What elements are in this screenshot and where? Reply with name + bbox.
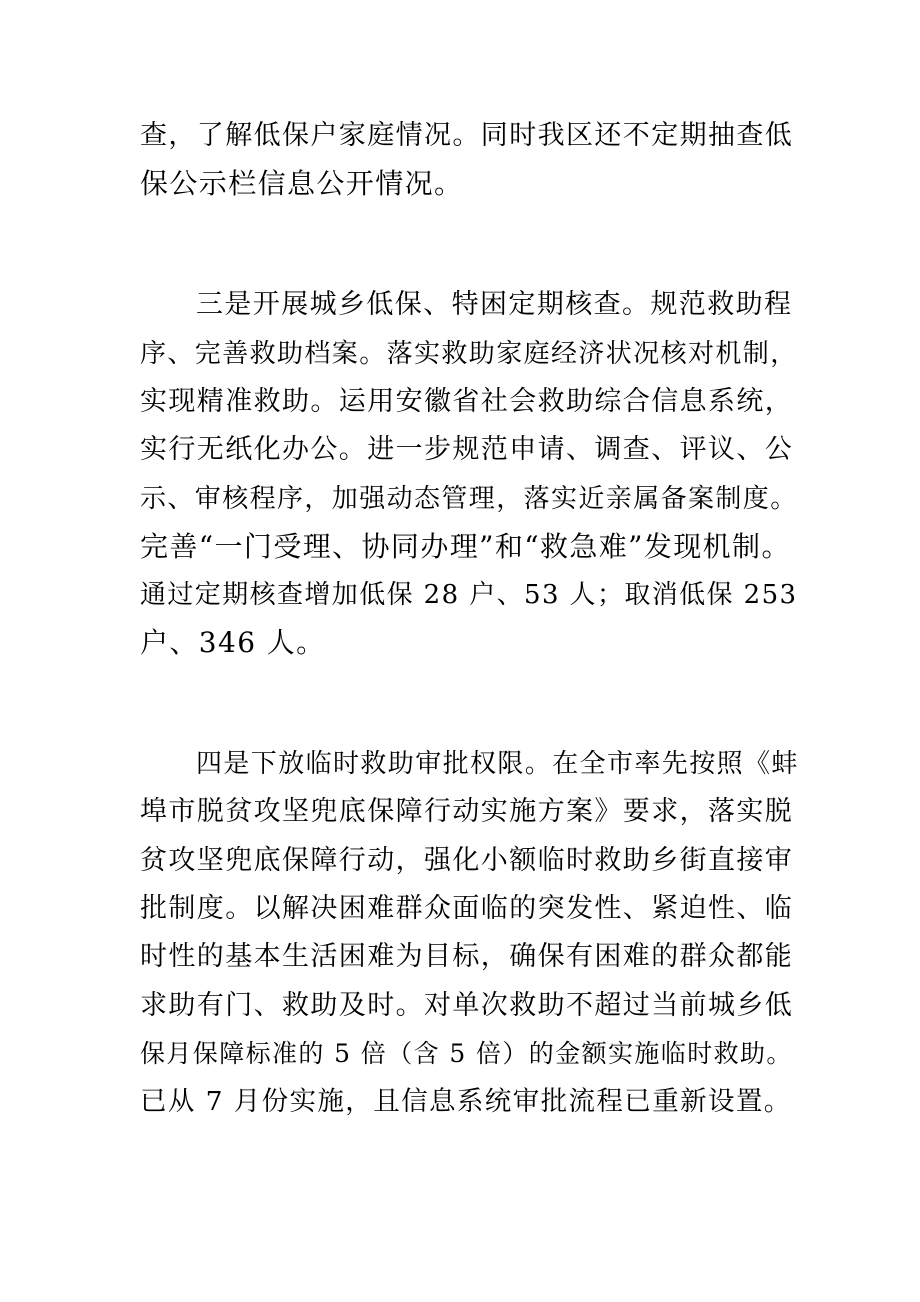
paragraph-line: 完善“一门受理、协同办理”和“救急难”发现机制。 [140,530,791,563]
paragraph-line: 保月保障标准的 5 倍（含 5 倍）的金额实施临时救助。 [140,1039,793,1068]
paragraph-line: 埠市脱贫攻坚兜底保障行动实施方案》要求，落实脱 [140,796,794,827]
paragraph-line: 查，了解低保户家庭情况。同时我区还不定期抽查低 [140,120,794,151]
paragraph-line: 已从 7 月份实施，且信息系统审批流程已重新设置。 [140,1086,792,1117]
paragraph-line: 实现精准救助。运用安徽省社会救助综合信息系统， [140,386,794,417]
paragraph-line: 贫攻坚兜底保障行动，强化小额临时救助乡街直接审 [140,845,794,876]
paragraph-line: 求助有门、救助及时。对单次救助不超过当前城乡低 [140,990,794,1021]
paragraph-line: 通过定期核查增加低保 28 户、53 人；取消低保 253 [140,580,798,610]
paragraph-line: 保公示栏信息公开情况。 [140,167,464,200]
paragraph-line: 时性的基本生活困难为目标，确保有困难的群众都能 [140,941,794,972]
paragraph-line: 实行无纸化办公。进一步规范申请、调查、评议、公 [140,434,794,465]
paragraph-line: 批制度。以解决困难群众面临的突发性、紧迫性、临 [140,893,794,924]
paragraph-line: 四是下放临时救助审批权限。在全市率先按照《蚌 [196,749,799,779]
paragraph-line: 示、审核程序，加强动态管理，落实近亲属备案制度。 [140,484,798,514]
paragraph-line: 三是开展城乡低保、特困定期核查。规范救助程 [196,289,793,320]
paragraph-line: 序、完善救助档案。落实救助家庭经济状况核对机制， [140,339,798,369]
paragraph-line: 户、346 人。 [140,626,326,659]
